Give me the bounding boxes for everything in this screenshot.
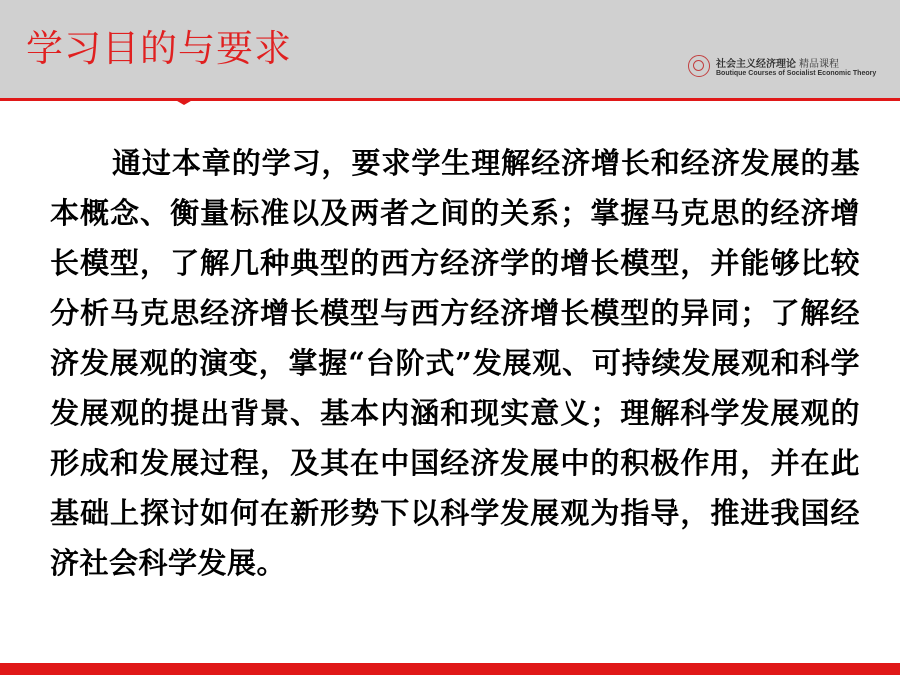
header-bar [0, 0, 900, 98]
brand-subtitle-cn: 精品课程 [799, 59, 839, 70]
page-title: 学习目的与要求 [26, 27, 292, 70]
brand-name-en: Boutique Courses of Socialist Economic Theory [716, 70, 877, 77]
brand-name-cn [716, 55, 839, 70]
footer-bar [0, 663, 900, 675]
course-brand [688, 55, 893, 85]
header-divider [0, 98, 900, 105]
university-seal-icon [688, 55, 710, 77]
brand-name-cn-text: 社会主义经济理论 [716, 59, 796, 70]
divider-notch-icon [172, 98, 196, 105]
learning-objectives-paragraph: 通过本章的学习，要求学生理解经济增长和经济发展的基本概念、衡量标准以及两者之间的关系；掌握马克思的经济增长模型，了解几种典型的西方经济学的增长模型，并能够比较分析马克思经济增长模型与西方经济增长模型的异同；了解经济发展观的演变，掌握“台阶式”发展观、可持续发展观和科学发展观的提出背景、基本内涵和现实意义；理解科学发展观的形成和发展过程，及其在中国经济发展中的积极作用，并在此基础上探讨如何在新形势下以科学发展观为指导，推进我国经济社会科学发展。 [50, 146, 860, 580]
